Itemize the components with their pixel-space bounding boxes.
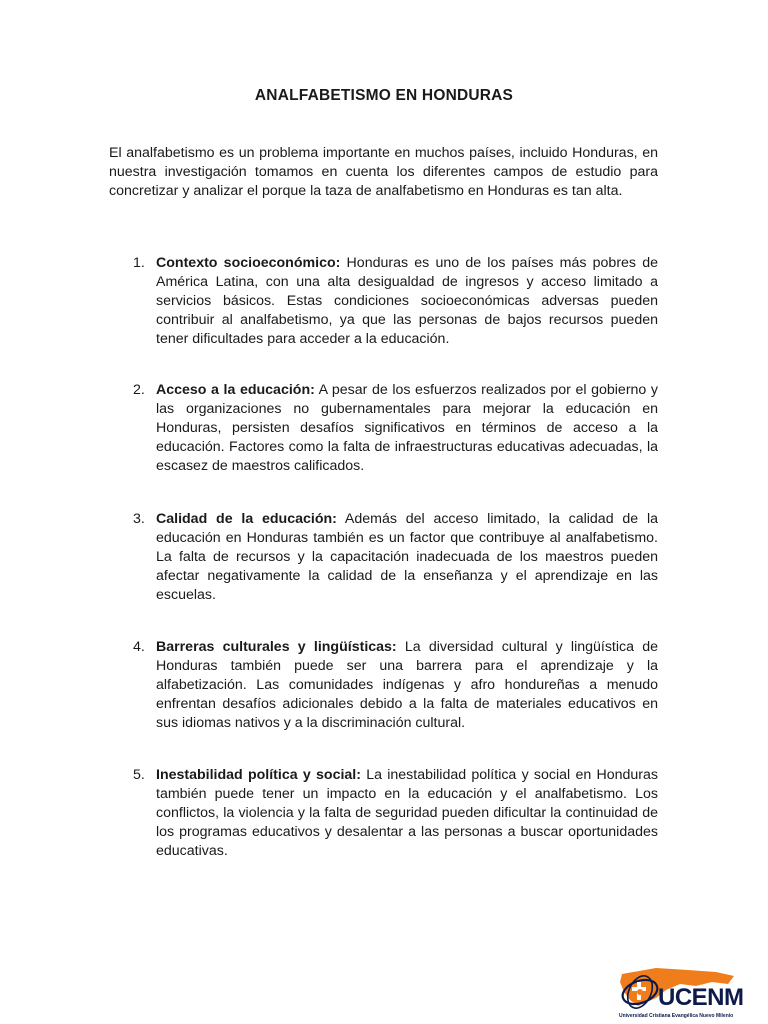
logo-subtitle: Universidad Cristiana Evangélica Nuevo Milenio — [619, 1013, 734, 1019]
list-item-heading: Acceso a la educación: — [156, 382, 315, 398]
list-item-number: 2. — [133, 382, 145, 398]
list-item-body — [156, 510, 658, 605]
list-item-body — [156, 381, 658, 476]
logo-wordmark: UCENM — [658, 984, 744, 1011]
list-item-body — [156, 254, 658, 349]
intro-paragraph: El analfabetismo es un problema importante en muchos países, incluido Honduras, en nuestra investigación tomamos en cuenta los diferentes campos de estudio para concretizar y analizar el porque la taza de analfabetismo en Honduras es tan alta. — [109, 145, 658, 199]
list-item-number: 1. — [133, 255, 145, 271]
list-item-heading: Barreras culturales y lingüísticas: — [156, 639, 397, 655]
list-item-text: Honduras es uno de los países más pobres de América Latina, con una alta desigualdad de ingresos y acceso limitado a servicios básicos. Estas condiciones socioeconómicas adversas pueden contribuir al analfabetismo, ya que las personas de bajos recursos pueden tener dificultades para acceder a la educación. — [156, 255, 659, 347]
list-item-number: 4. — [133, 639, 145, 655]
list-item-body — [156, 638, 658, 733]
document-title: ANALFABETISMO EN HONDURAS — [254, 87, 514, 104]
list-item-heading: Calidad de la educación: — [156, 511, 337, 527]
list-item-number: 3. — [133, 511, 145, 527]
list-item-text: A pesar de los esfuerzos realizados por el gobierno y las organizaciones no gubernamentales para mejorar la educación en Honduras, persisten desafíos significativos en términos de acceso a la educación. Factores como la falta de infraestructuras educativas adecuadas, la escasez de maestros calificados. — [156, 382, 658, 474]
list-item-heading: Contexto socioeconómico: — [156, 255, 341, 271]
list-item-body — [156, 766, 658, 861]
list-item-text: Además del acceso limitado, la calidad de la educación en Honduras también es un factor que contribuye al analfabetismo. La falta de recursos y la capacitación inadecuada de los maestros pueden afectar negativamente la calidad de la enseñanza y el aprendizaje en las escuelas. — [156, 511, 658, 603]
list-item-text: La diversidad cultural y lingüística de Honduras también puede ser una barrera para el aprendizaje y la alfabetización. Las comunidades indígenas y afro hondureñas a menudo enfrentan desafíos adicionales debido a la falta de materiales educativos en sus idiomas nativos y a la discriminación cultural. — [156, 639, 658, 731]
list-item-number: 5. — [133, 767, 145, 783]
list-item-heading: Inestabilidad política y social: — [156, 767, 361, 783]
list-item-text: La inestabilidad política y social en Honduras también puede tener un impacto en la educación y el analfabetismo. Los conflictos, la violencia y la falta de seguridad pueden dificultar la continuidad de los programas educativos y desalentar a las personas a buscar oportunidades educativas. — [156, 767, 658, 859]
